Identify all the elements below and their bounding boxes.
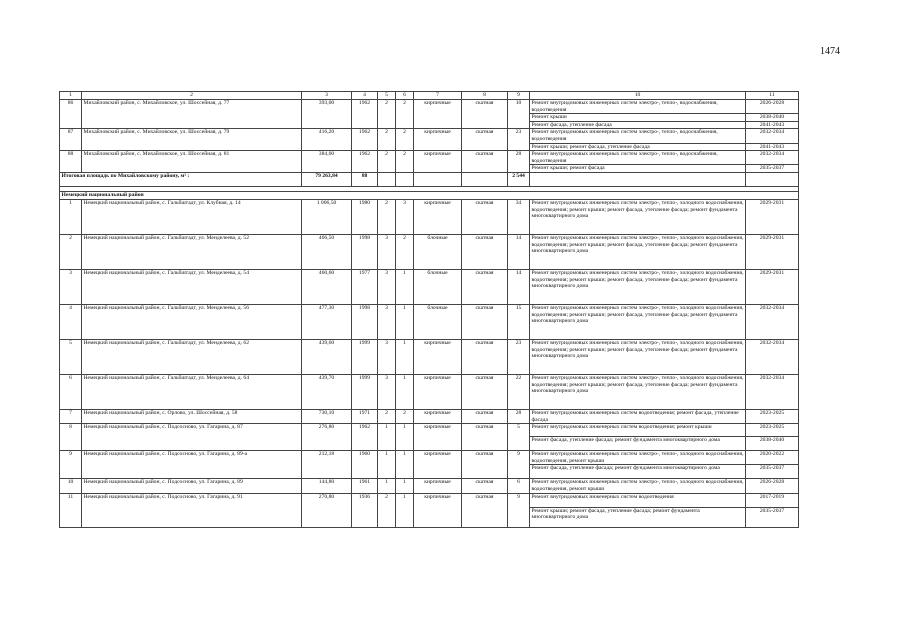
year-cell: 1999 <box>352 374 378 409</box>
area-cell: 270,80 <box>302 493 352 527</box>
wall-material-cell: блочные <box>414 304 462 339</box>
total-count: 88 <box>352 172 378 186</box>
floors-cell: 2 <box>378 151 396 173</box>
roof-type-cell: скатная <box>462 493 508 527</box>
total-area: 79 263,84 <box>302 172 352 186</box>
floors-cell: 2 <box>378 409 396 423</box>
works-cell: Ремонт внутридомовых инженерных систем электро-, тепло-, водоснабжения, водоотведения <box>530 151 746 165</box>
residents-cell: 23 <box>508 339 530 374</box>
address-cell: Немецкий национальный район, с. Гальбштадт, ул. Менделеева, д. 64 <box>82 374 302 409</box>
table-row <box>60 374 799 409</box>
address-cell: Немецкий национальный район, с. Подсосново, ул. Гагарина, д. 91 <box>82 493 302 527</box>
period-cell: 2029-2031 <box>746 269 799 304</box>
wall-material-cell: кирпичные <box>414 129 462 151</box>
roof-type-cell: скатная <box>462 479 508 493</box>
row-number: 87 <box>60 129 82 151</box>
period-cell: 2029-2031 <box>746 234 799 269</box>
works-cell: Ремонт внутридомовых инженерных систем электро-, тепло-, холодного водоснабжения, водоотведения; ремонт крыши; ремонт фасада, утепление фасада; ремонт фундамента многоквартирного дома <box>530 199 746 234</box>
table-row <box>60 129 799 143</box>
column-number-row <box>60 92 799 100</box>
col-header: 1 <box>60 92 82 100</box>
period-cell: 2020-2022 <box>746 451 799 465</box>
works-cell: Ремонт внутридомовых инженерных систем электро-, тепло-, холодного водоснабжения, водоотведения, ремонт крыши <box>531 451 744 464</box>
row-number: 7 <box>60 409 82 423</box>
works-cell: Ремонт фасада, утепление фасада; ремонт фундамента многоквартирного дома <box>530 465 746 479</box>
year-cell: 1998 <box>352 304 378 339</box>
residents-cell: 14 <box>508 269 530 304</box>
entrances-cell: 1 <box>396 451 414 479</box>
entrances-cell: 1 <box>396 374 414 409</box>
row-number: 88 <box>60 151 82 173</box>
works-cell: Ремонт крыши; ремонт фасада, утепление фасада <box>530 143 746 151</box>
empty-cell <box>396 172 414 186</box>
floors-cell: 3 <box>378 374 396 409</box>
wall-material-cell: кирпичные <box>414 374 462 409</box>
address-cell: Немецкий национальный район, с. Гальбштадт, ул. Менделеева, д. 54 <box>82 269 302 304</box>
area-cell: 393,00 <box>302 100 352 129</box>
entrances-cell: 2 <box>396 409 414 423</box>
period-cell: 2026-2028 <box>746 479 799 493</box>
address-cell: Немецкий национальный район, с. Орлово, ул. Шоссейная, д. 58 <box>82 409 302 423</box>
residents-cell: 34 <box>508 199 530 234</box>
year-cell: 1998 <box>352 234 378 269</box>
area-cell: 439,60 <box>302 339 352 374</box>
wall-material-cell: кирпичные <box>414 100 462 129</box>
address-cell: Немецкий национальный район, с. Подсосново, ул. Гагарина, д. 89 <box>82 479 302 493</box>
row-number: 10 <box>60 479 82 493</box>
floors-cell: 2 <box>378 100 396 129</box>
wall-material-cell: кирпичные <box>414 451 462 479</box>
roof-type-cell: скатная <box>462 374 508 409</box>
roof-type-cell: скатная <box>462 151 508 173</box>
period-cell: 2041-2043 <box>746 121 799 129</box>
roof-type-cell: скатная <box>462 424 508 451</box>
residents-cell: 23 <box>508 129 530 151</box>
roof-type-cell: скатная <box>462 100 508 129</box>
year-cell: 1936 <box>352 493 378 527</box>
col-header: 3 <box>302 92 352 100</box>
year-cell: 1962 <box>352 424 378 451</box>
residents-cell: 5 <box>508 424 530 451</box>
floors-cell: 2 <box>378 199 396 234</box>
row-number: 86 <box>60 100 82 129</box>
period-cell: 2032-2034 <box>746 129 799 143</box>
floors-cell: 3 <box>378 339 396 374</box>
address-cell: Немецкий национальный район, с. Гальбштадт, ул. Менделеева, д. 52 <box>82 234 302 269</box>
address-cell: Немецкий национальный район, с. Гальбштадт, ул. Менделеева, д. 56 <box>82 304 302 339</box>
area-cell: 730,10 <box>302 409 352 423</box>
table-row <box>60 100 799 114</box>
residents-cell: 28 <box>508 409 530 423</box>
area-cell: 460,60 <box>302 269 352 304</box>
period-cell: 2032-2034 <box>746 339 799 374</box>
period-cell: 2032-2034 <box>746 374 799 409</box>
wall-material-cell: кирпичные <box>414 151 462 173</box>
area-cell: 466,50 <box>302 234 352 269</box>
works-cell: Ремонт внутридомовых инженерных систем водоотведения; ремонт фасада, утепление фасада <box>530 409 746 423</box>
year-cell: 1971 <box>352 409 378 423</box>
total-row <box>60 172 799 186</box>
residents-cell: 10 <box>508 100 530 129</box>
row-number: 1 <box>60 199 82 234</box>
row-number: 8 <box>60 424 82 451</box>
roof-type-cell: скатная <box>462 269 508 304</box>
area-cell: 439,70 <box>302 374 352 409</box>
address-cell: Немецкий национальный район, с. Подсосново, ул. Гагарина, д. 89-а <box>82 451 302 479</box>
page-number: 1474 <box>820 46 840 57</box>
roof-type-cell: скатная <box>462 339 508 374</box>
residents-cell: 6 <box>508 479 530 493</box>
empty-cell <box>462 172 508 186</box>
col-header: 8 <box>462 92 508 100</box>
wall-material-cell: кирпичные <box>414 339 462 374</box>
works-cell: Ремонт внутридомовых инженерных систем электро-, тепло-, водоснабжения, водоотведения <box>530 100 746 114</box>
entrances-cell: 1 <box>396 339 414 374</box>
works-cell: Ремонт фасада, утепление фасада; ремонт фундамента многоквартирного дома <box>530 437 746 451</box>
period-cell: 2017-2019 <box>746 493 799 507</box>
table-row <box>60 151 799 165</box>
table-row <box>60 234 799 269</box>
floors-cell: 3 <box>378 304 396 339</box>
table-body <box>60 92 799 528</box>
works-cell: Ремонт крыши; ремонт фасада, утепление фасада; ремонт фундамента многоквартирного дома <box>530 507 746 527</box>
roof-type-cell: скатная <box>462 304 508 339</box>
residents-cell: 15 <box>508 304 530 339</box>
year-cell: 1980 <box>352 199 378 234</box>
works-cell: Ремонт крыши <box>530 114 746 122</box>
address-cell: Михайловский район, с. Михайловское, ул. Шоссейная, д. 79 <box>82 129 302 151</box>
works-cell: Ремонт внутридомовых инженерных систем электро-, тепло-, холодного водоснабжения, водоотведения; ремонт крыши; ремонт фасада, утепление фасада; ремонт фундамента многоквартирного дома <box>530 304 746 339</box>
row-number: 2 <box>60 234 82 269</box>
residents-cell: 22 <box>508 374 530 409</box>
col-header: 4 <box>352 92 378 100</box>
row-number: 11 <box>60 493 82 527</box>
col-header: 6 <box>396 92 414 100</box>
works-cell: Ремонт внутридомовых инженерных систем электро-, тепло-, холодного водоснабжения, водоотведения; ремонт крыши; ремонт фасада, утепление фасада; ремонт фундамента многоквартирного дома <box>530 339 746 374</box>
works-cell: Ремонт крыши; ремонт фасада <box>530 165 746 173</box>
year-cell: 1962 <box>352 151 378 173</box>
roof-type-cell: скатная <box>462 129 508 151</box>
wall-material-cell: кирпичные <box>414 479 462 493</box>
roof-type-cell: скатная <box>462 199 508 234</box>
period-cell: 2032-2034 <box>746 304 799 339</box>
wall-material-cell: кирпичные <box>414 493 462 527</box>
total-label: Итоговая площадь по Михайловскому району, м² : <box>60 172 302 186</box>
period-cell: 2023-2025 <box>746 424 799 437</box>
area-cell: 1 006,50 <box>302 199 352 234</box>
total-residents: 2 544 <box>508 172 530 186</box>
section-title-row <box>60 191 799 199</box>
residents-cell: 9 <box>508 451 530 479</box>
entrances-cell: 2 <box>396 234 414 269</box>
row-number: 3 <box>60 269 82 304</box>
row-number: 5 <box>60 339 82 374</box>
col-header: 7 <box>414 92 462 100</box>
table-row <box>60 304 799 339</box>
entrances-cell: 3 <box>396 199 414 234</box>
col-header: 2 <box>82 92 302 100</box>
entrances-cell: 1 <box>396 479 414 493</box>
table-row <box>60 479 799 493</box>
works-cell: Ремонт внутридомовых инженерных систем электро-, тепло-, холодного водоснабжения, водоотведения; ремонт крыши; ремонт фасада, утепление фасада; ремонт фундамента многоквартирного дома <box>530 374 746 409</box>
table-row <box>60 409 799 423</box>
col-header: 5 <box>378 92 396 100</box>
year-cell: 1962 <box>352 100 378 129</box>
works-cell: Ремонт внутридомовых инженерных систем электро-, тепло-, водоснабжения, водоотведения <box>530 129 746 143</box>
year-cell: 1961 <box>352 479 378 493</box>
year-cell: 1999 <box>352 339 378 374</box>
wall-material-cell: блочные <box>414 269 462 304</box>
table-row <box>60 493 799 507</box>
works-cell: Ремонт внутридомовых инженерных систем электро-, тепло-, холодного водоснабжения, водоотведения, ремонт крыши <box>531 479 744 492</box>
period-cell: 2032-2034 <box>746 151 799 165</box>
section-title: Немецкий национальный район <box>60 191 799 199</box>
wall-material-cell: блочные <box>414 234 462 269</box>
row-number: 6 <box>60 374 82 409</box>
housing-repair-table <box>59 91 799 528</box>
period-cell: 2038-2040 <box>746 437 799 451</box>
floors-cell: 1 <box>378 479 396 493</box>
address-cell: Немецкий национальный район, с. Гальбштадт, ул. Клубная, д. 14 <box>82 199 302 234</box>
entrances-cell: 1 <box>396 269 414 304</box>
area-cell: 276,80 <box>302 424 352 451</box>
empty-cell <box>378 172 396 186</box>
floors-cell: 3 <box>378 269 396 304</box>
table-row <box>60 199 799 234</box>
area-cell: 477,30 <box>302 304 352 339</box>
entrances-cell: 1 <box>396 493 414 527</box>
address-cell: Немецкий национальный район, с. Гальбштадт, ул. Менделеева, д. 62 <box>82 339 302 374</box>
address-cell: Михайловский район, с. Михайловское, ул. Шоссейная, д. 81 <box>82 151 302 173</box>
residents-cell: 9 <box>508 493 530 527</box>
works-cell: Ремонт внутридомовых инженерных систем электро-, тепло-, холодного водоснабжения, водоотведения; ремонт крыши; ремонт фасада, утепление фасада; ремонт фундамента многоквартирного дома <box>530 269 746 304</box>
residents-cell: 14 <box>508 234 530 269</box>
period-cell: 2041-2043 <box>746 143 799 151</box>
period-cell: 2026-2028 <box>746 100 799 114</box>
entrances-cell: 2 <box>396 100 414 129</box>
col-header: 10 <box>530 92 746 100</box>
entrances-cell: 1 <box>396 304 414 339</box>
row-number: 9 <box>60 451 82 479</box>
area-cell: 416,20 <box>302 129 352 151</box>
area-cell: 384,00 <box>302 151 352 173</box>
table-row <box>60 269 799 304</box>
period-cell: 2035-2037 <box>746 165 799 173</box>
wall-material-cell: кирпичные <box>414 409 462 423</box>
year-cell: 1977 <box>352 269 378 304</box>
area-cell: 144,80 <box>302 479 352 493</box>
empty-cell <box>746 172 799 186</box>
wall-material-cell: кирпичные <box>414 424 462 451</box>
works-cell: Ремонт внутридомовых инженерных систем водоотведения <box>530 493 746 507</box>
floors-cell: 2 <box>378 129 396 151</box>
floors-cell: 1 <box>378 424 396 451</box>
works-cell: Ремонт внутридомовых инженерных систем электро-, тепло-, холодного водоснабжения, водоотведения; ремонт крыши; ремонт фасада, утепление фасада; ремонт фундамента многоквартирного дома <box>530 234 746 269</box>
col-header: 9 <box>508 92 530 100</box>
entrances-cell: 2 <box>396 151 414 173</box>
works-cell: Ремонт фасада, утепление фасада <box>530 121 746 129</box>
row-number: 4 <box>60 304 82 339</box>
year-cell: 1960 <box>352 451 378 479</box>
table-row <box>60 424 799 437</box>
period-cell: 2029-2031 <box>746 199 799 234</box>
housing-table-wrapper <box>59 91 798 528</box>
floors-cell: 1 <box>378 451 396 479</box>
entrances-cell: 1 <box>396 424 414 451</box>
works-cell: Ремонт внутридомовых инженерных систем водоотведения; ремонт крыши <box>530 424 746 437</box>
table-row <box>60 451 799 465</box>
period-cell: 2038-2040 <box>746 114 799 122</box>
period-cell: 2035-2037 <box>746 465 799 479</box>
table-row <box>60 339 799 374</box>
roof-type-cell: скатная <box>462 451 508 479</box>
floors-cell: 2 <box>378 493 396 527</box>
floors-cell: 3 <box>378 234 396 269</box>
wall-material-cell: кирпичные <box>414 199 462 234</box>
empty-cell <box>530 172 746 186</box>
area-cell: 212,18 <box>302 451 352 479</box>
empty-cell <box>414 172 462 186</box>
period-cell: 2023-2025 <box>746 409 799 423</box>
roof-type-cell: скатная <box>462 409 508 423</box>
roof-type-cell: скатная <box>462 234 508 269</box>
entrances-cell: 2 <box>396 129 414 151</box>
address-cell: Немецкий национальный район, с. Подсосново, ул. Гагарина, д. 87 <box>82 424 302 451</box>
residents-cell: 28 <box>508 151 530 173</box>
address-cell: Михайловский район, с. Михайловское, ул. Шоссейная, д. 77 <box>82 100 302 129</box>
year-cell: 1962 <box>352 129 378 151</box>
period-cell: 2035-2037 <box>746 507 799 527</box>
col-header: 11 <box>746 92 799 100</box>
